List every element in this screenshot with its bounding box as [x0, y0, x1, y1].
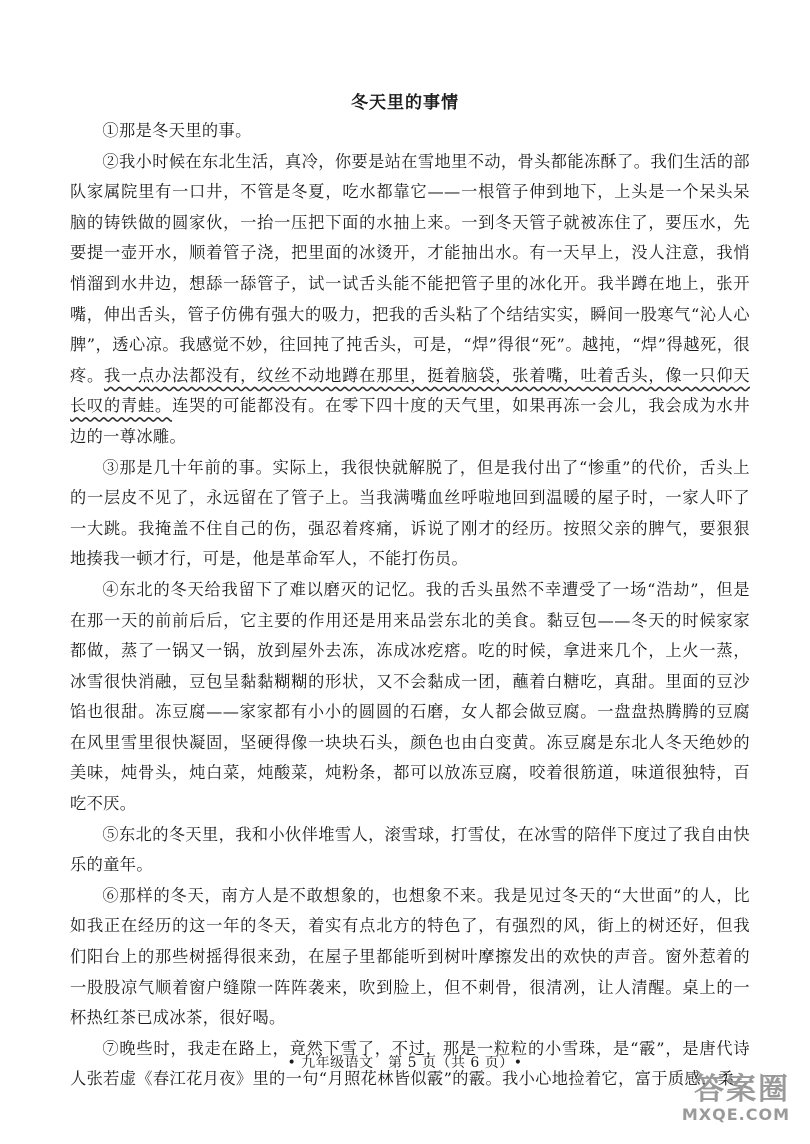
paragraph-2: [70, 147, 750, 453]
watermark-text: 答案圈: [694, 1072, 790, 1107]
underlined-sentence: 我一点办法都没有，纹丝不动地蹲在那里，挺着脑袋，张着嘴，吐着舌头，像一只仰天长叹的青蛙。: [70, 365, 750, 416]
watermark-logo: [640, 1074, 790, 1130]
paragraph-5: ⑤东北的冬天里，我和小伙伴堆雪人，滚雪球，打雪仗，在冰雪的陪伴下度过了我自由快乐的童年。: [70, 824, 750, 875]
paragraph-2-after: 连哭的可能都没有。在零下四十度的天气里，如果再冻一会儿，我会成为水井边的一尊冰雕。: [70, 396, 750, 446]
paragraph-4: ④东北的冬天给我留下了难以磨灭的记忆。我的舌头虽然不幸遭受了一场“浩劫”，但是在那一天的前前后后，它主要的作用还是用来品尝东北的美食。黏豆包——冬天的时候家家都做，蒸了一锅又一锅，放到屋外去冻，冻成冰疙瘩。吃的时候，拿进来几个，上火一蒸，冰雪很快消融，豆包呈黏黏糊糊的形状，又不会黏成一团，蘸着白糖吃，真甜。里面的豆沙馅也很甜。冻豆腐——家家都有小小的圆圆的石磨，女人都会做豆腐。一盘盘热腾腾的豆腐在风里雪里很快凝固，坚硬得像一块块石头，颜色也由白变黄。冻豆腐是东北人冬天绝妙的美味，炖骨头，炖白菜，炖酸菜，炖粉条，都可以放冻豆腐，咬着很筋道，味道很独特，百吃不厌。: [70, 579, 750, 814]
page-title: 冬天里的事情: [351, 93, 459, 113]
article-body: [70, 116, 750, 1095]
paragraph-1: ①那是冬天里的事。: [102, 121, 252, 140]
paragraph-3: ③那是几十年前的事。实际上，我很快就解脱了，但是我付出了“惨重”的代价，舌头上的一层皮不见了，永远留在了管子上。当我满嘴血丝呼啦地回到温暖的屋子时，一家人吓了一大跳。我掩盖不住自己的伤，强忍着疼痛，诉说了刚才的经历。按照父亲的脾气，要狠狠地揍我一顿才行，可是，他是革命军人，不能打伤员。: [70, 457, 750, 569]
paragraph-2-text: ②我小时候在东北生活，真冷，你要是站在雪地里不动，骨头都能冻酥了。我们生活的部队家属院里有一口井，不管是冬夏，吃水都靠它——一根管子伸到地下，上头是一个呆头呆脑的铸铁做的圆家伙，一抬一压把下面的水抽上来。一到冬天管子就被冻住了，要压水，先要提一壶开水，顺着管子浇，把里面的冰烫开，才能抽出水。有一天早上，没人注意，我悄悄溜到水井边，想舔一舔管子，试一试舌头能不能把管子里的冰化开。我半蹲在地上，张开嘴，伸出舌头，管子仿佛有强大的吸力，把我的舌头粘了个结结实实，瞬间一股寒气“沁人心脾”，透心凉。我感觉不妙，往回扽了扽舌头，可是，“焊”得很“死”。越扽，“焊”得越死，很疼。: [70, 151, 750, 385]
paragraph-6: ⑥那样的冬天，南方人是不敢想象的，也想象不来。我是见过冬天的“大世面”的人，比如我正在经历的这一年的冬天，着实有点北方的特色了，有强烈的风，街上的树还好，但我们阳台上的那些树摇得很来劲，在屋子里都能听到树叶摩擦发出的欢快的声音。窗外惹着的一股股凉气顺着窗户缝隙一阵阵袭来，吹到脸上，但不刺骨，很清冽，让人清醒。桌上的一杯热红茶已成冰茶，很好喝。: [70, 885, 750, 1028]
watermark-url: MXQE.COM: [681, 1105, 790, 1124]
paragraph-7: ⑦晚些时，我走在路上，竟然下雪了，不过，那是一粒粒的小雪珠，是“霰”，是唐代诗人张若虚《春江花月夜》里的一句“月照花林皆似霰”的霰。我小心地捡着它，富于质感，柔: [70, 1038, 750, 1089]
page-footer: • 九年级语文 第 5 页（共 6 页）•: [287, 1055, 523, 1071]
